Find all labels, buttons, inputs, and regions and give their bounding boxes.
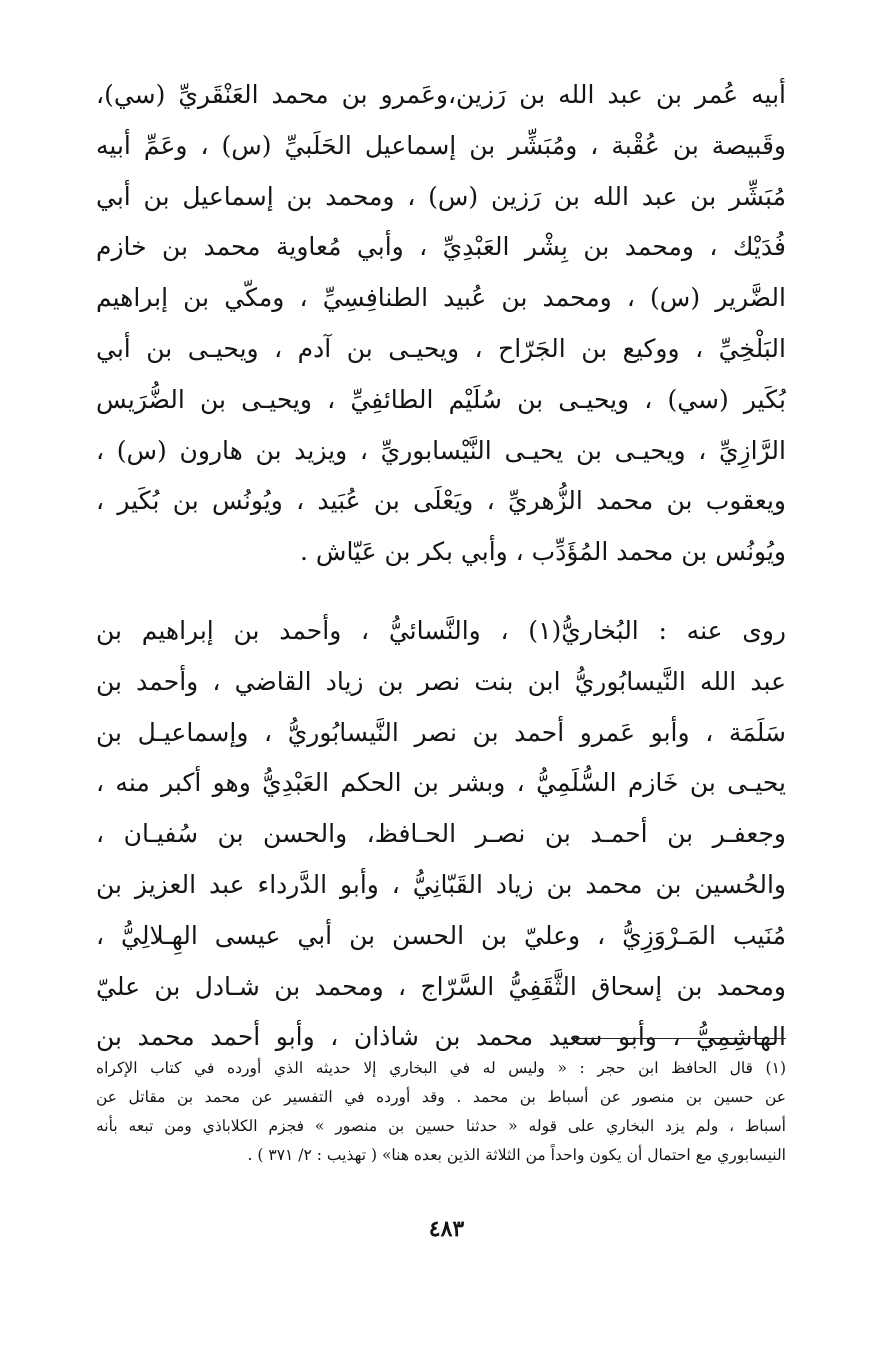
- text-line: مُنَيب المَـرْوَزِيُّ ، وعليّ بن الحسن بن أبي عيسى الهِـلالِيُّ ،: [96, 920, 786, 950]
- text-line: عبد الله النَّيسابُوريُّ ابن بنت نصر بن زياد القاضي ، وأحمد بن: [96, 666, 786, 696]
- text-line: أبيه عُمر بن عبد الله بن رَزين،وعَمرو بن محمد العَنْقَريِّ (سي)،: [96, 80, 786, 109]
- text-line: وجعفـر بن أحمـد بن نصـر الحـافظ، والحسن بن سُفيـان ،: [96, 819, 786, 849]
- text-line: ويعقوب بن محمد الزُّهريِّ ، ويَعْلَى بن عُبَيد ، ويُونُس بن بُكَير ،: [96, 486, 786, 516]
- paragraph-gap: [96, 578, 786, 606]
- text-line: يحيـى بن خَازم السُّلَمِيُّ ، وبشر بن الحكم العَبْدِيُّ وهو أكبر منه ،: [96, 768, 786, 798]
- footnote-line: النيسابوري مع احتمال أن يكون واحداً من الثلاثة الذين بعده هنا» ( تهذيب : ٢/ ٣٧١ ) .: [247, 1146, 786, 1164]
- main-text-block: [96, 70, 786, 1063]
- text-line: ويُونُس بن محمد المُؤَدِّب ، وأبي بكر بن عَيّاش .: [300, 537, 786, 567]
- text-line: فُدَيْك ، ومحمد بن بِشْر العَبْدِيِّ ، وأبي مُعاوية محمد بن خازم: [96, 232, 786, 262]
- text-line: بُكَير (سي) ، ويحيـى بن سُلَيْم الطائفِيِّ ، ويحيـى بن الضُّرَيس: [96, 384, 786, 414]
- footnote-line: عن حسين بن منصور عن أسباط بن محمد . وقد أورده في التفسير عن محمد بن مقاتل عن: [96, 1088, 786, 1106]
- text-line: ومحمد بن إسحاق الثَّقَفِيُّ السَّرّاج ، ومحمد بن شـادل بن عليّ: [96, 971, 786, 1001]
- text-line: الهاشِمِيُّ ، وأبو سعيد محمد بن شاذان ، وأبو أحمد محمد بن: [96, 1022, 786, 1052]
- text-line: البَلْخِيِّ ، ووكيع بن الجَرّاح ، ويحيـى بن آدم ، ويحيـى بن أبي: [96, 333, 786, 363]
- text-line: روى عنه : البُخاريُّ(١) ، والنَّسائيُّ ، وأحمد بن إبراهيم بن: [96, 615, 786, 645]
- text-line: الضَّرير (س) ، ومحمد بن عُبيد الطنافِسِيِّ ، ومكّي بن إبراهيم: [96, 283, 786, 313]
- footnote-line: (١) قال الحافظ ابن حجر : « وليس له في البخاري إلا حديثه الذي أورده في كتاب الإكراه: [96, 1059, 786, 1077]
- footnote-block: [96, 1054, 786, 1170]
- page-number: ٤٨٣: [428, 1216, 465, 1242]
- text-line: الرَّازِيِّ ، ويحيـى بن يحيـى النَّيْسابوريِّ ، ويزيد بن هارون (س) ،: [96, 435, 786, 465]
- footnote-line: أسباط ، ولم يزد البخاري على قوله « حدثنا حسين بن منصور » فجزم الكلاباذي ومن تبعه بأنه: [96, 1117, 786, 1135]
- text-line: مُبَشِّر بن عبد الله بن رَزين (س) ، ومحمد بن إسماعيل بن أبي: [96, 181, 786, 211]
- text-line: والحُسين بن محمد بن زياد القَبّانِيُّ ، وأبو الدَّرداء عبد العزيز بن: [96, 869, 786, 899]
- footnote-separator: [571, 1038, 786, 1039]
- text-line: سَلَمَة ، وأبو عَمرو أحمد بن نصر النَّيسابُوريُّ ، وإسماعيـل بن: [96, 717, 786, 747]
- text-line: وقَبيصة بن عُقْبة ، ومُبَشِّر بن إسماعيل الحَلَبيِّ (س) ، وعَمِّ أبيه: [96, 130, 786, 160]
